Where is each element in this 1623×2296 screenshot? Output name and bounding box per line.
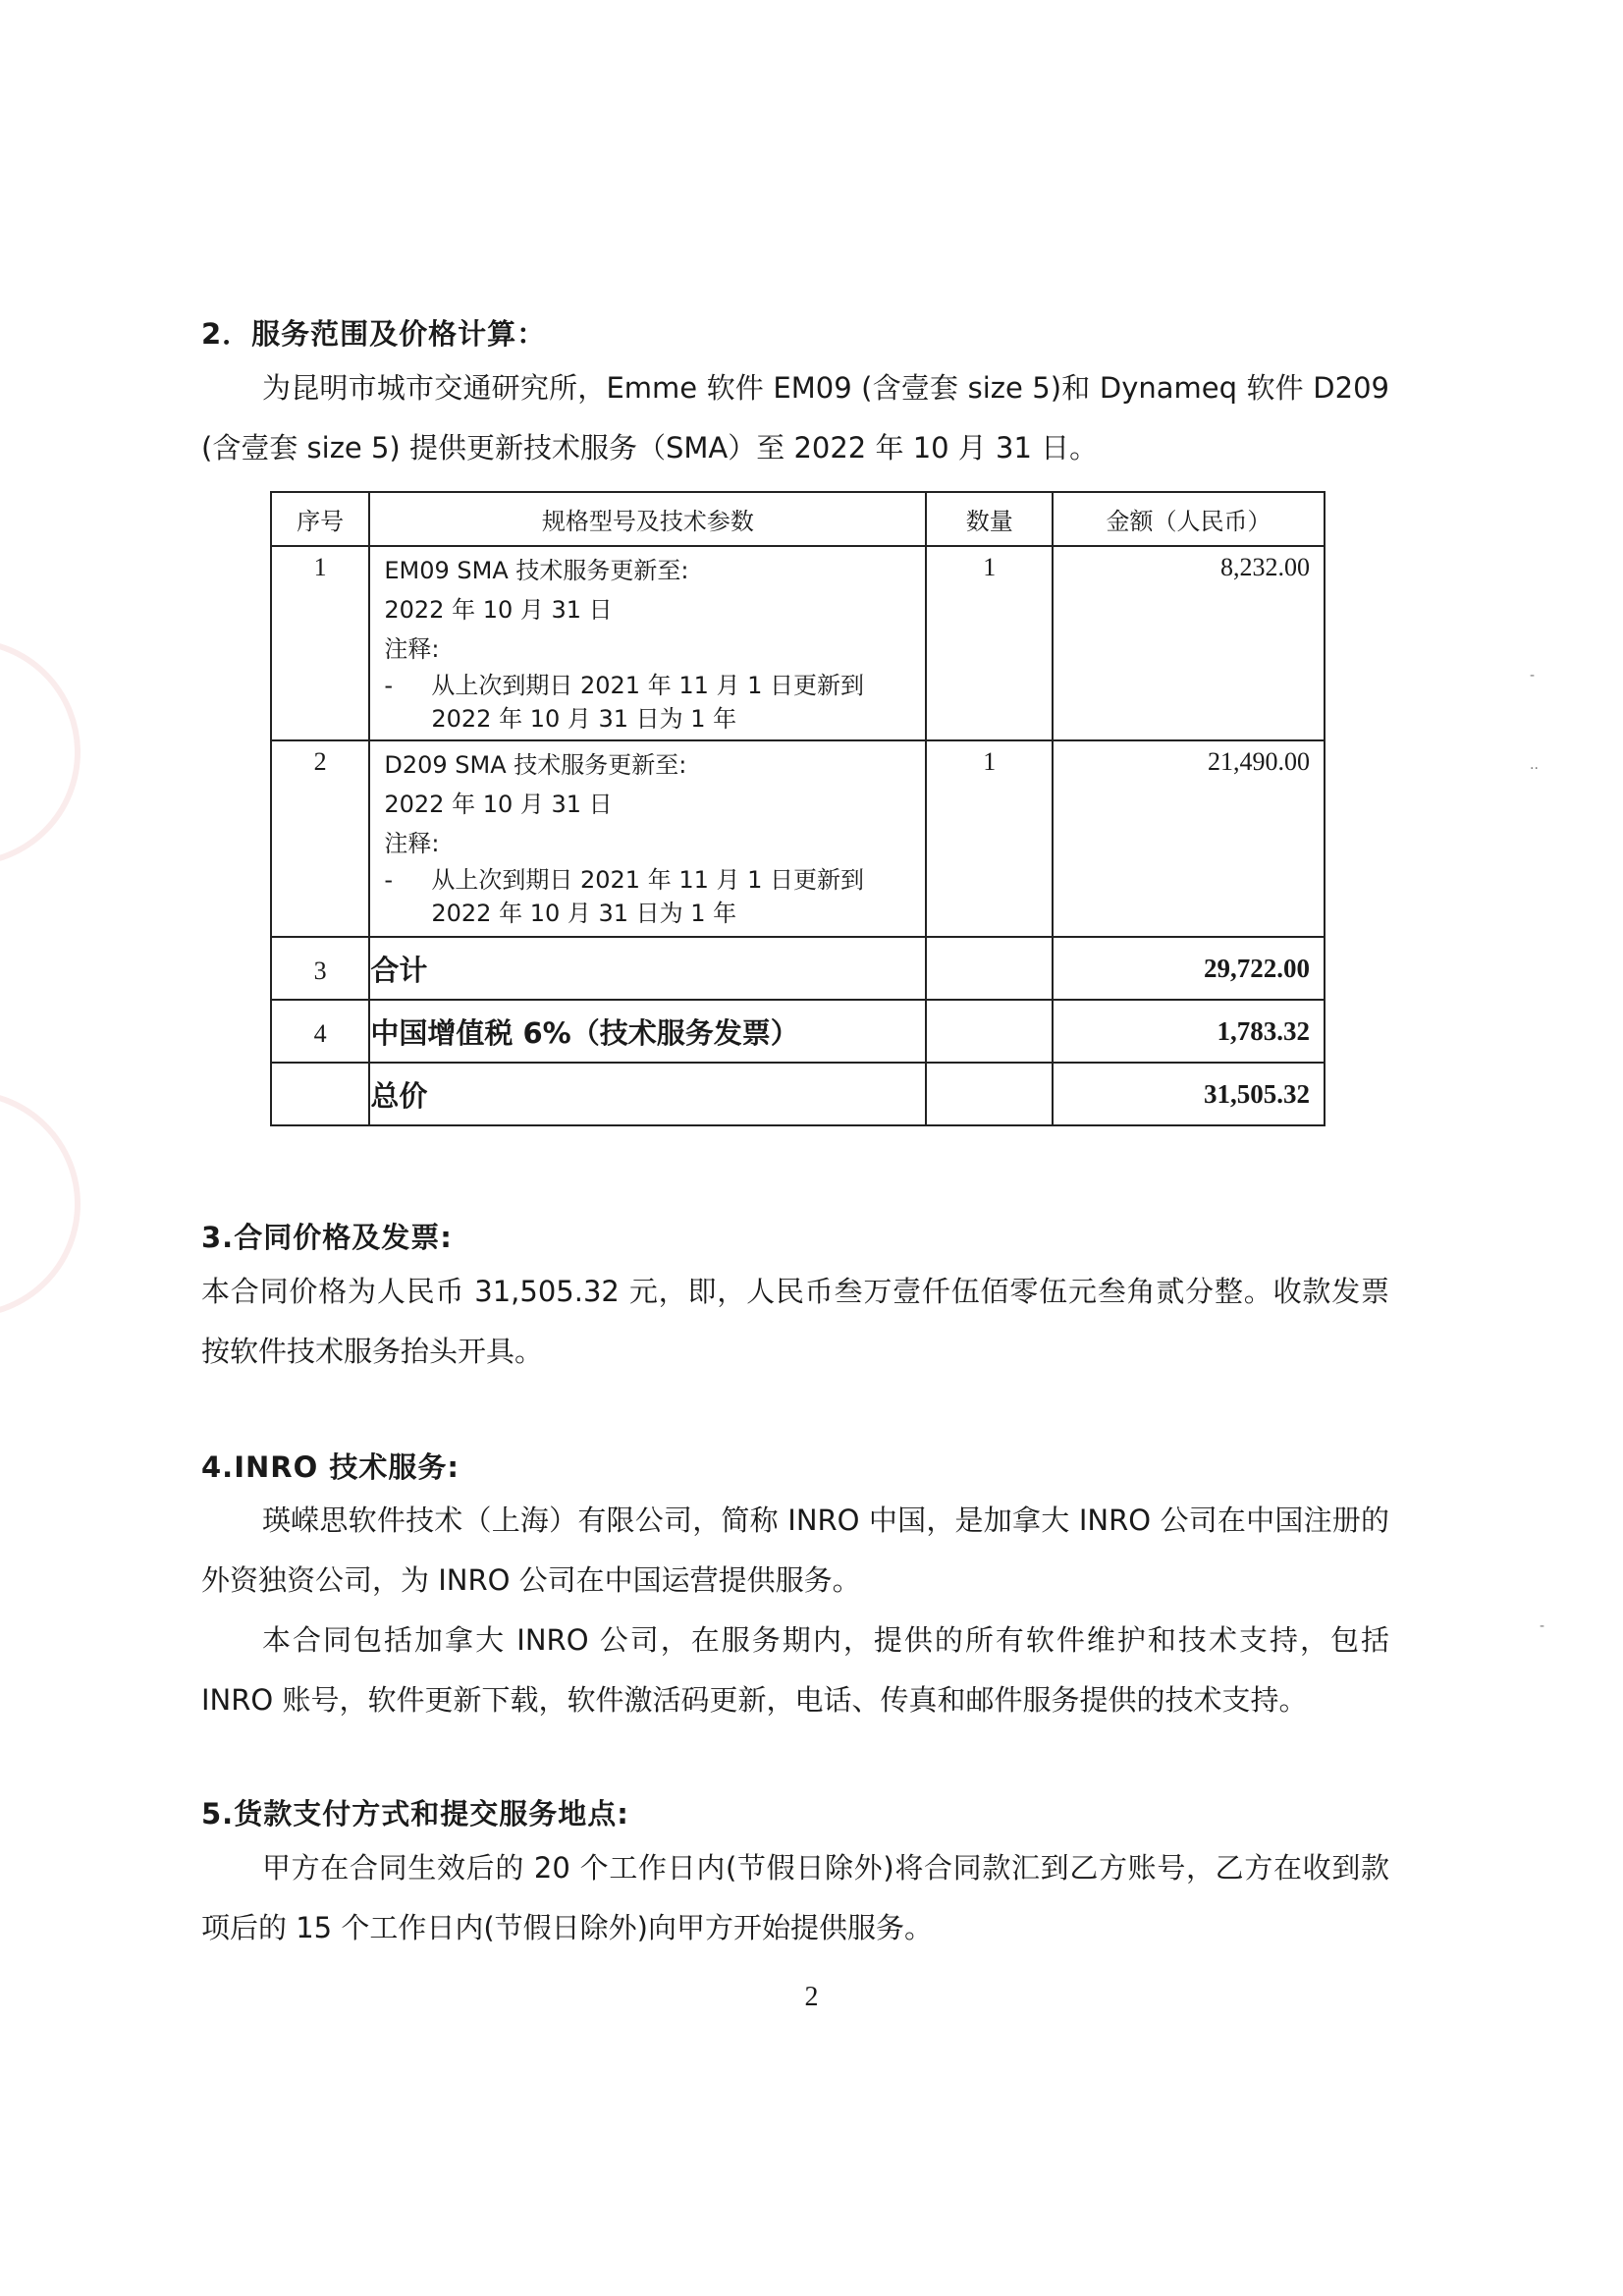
- spec-title: D209 SMA 技术服务更新至:: [384, 751, 687, 779]
- table-row: [271, 740, 1325, 937]
- note-dash: -: [384, 866, 394, 894]
- total-row: [271, 1063, 1325, 1125]
- section-2-intro: 为昆明市城市交通研究所，Emme 软件 EM09 (含壹套 size 5)和 Dynameq 软件 D209 (含壹套 size 5) 提供更新技术服务（SMA）至 2022 年 10 月 31 日。: [201, 371, 1389, 465]
- scan-speck: -: [1530, 668, 1536, 683]
- table-header-row: [271, 492, 1325, 546]
- row-qty: 1: [926, 740, 1052, 937]
- tax-label: 中国增值税 6%（技术服务发票）: [369, 1000, 926, 1063]
- subtotal-amount: 29,722.00: [1053, 937, 1325, 1000]
- header-no: 序号: [271, 492, 369, 546]
- tax-row: [271, 1000, 1325, 1063]
- section-5-text: 甲方在合同生效后的 20 个工作日内(节假日除外)将合同款汇到乙方账号，乙方在收到款项后的 15 个工作日内(节假日除外)向甲方开始提供服务。: [201, 1851, 1389, 1944]
- row-qty: 1: [926, 546, 1052, 740]
- page-number: 2: [804, 1982, 819, 2012]
- spec-date: 2022 年 10 月 31 日: [384, 596, 613, 624]
- spec-note: [384, 863, 911, 930]
- stamp-fragment: [0, 638, 81, 866]
- section-4-para-1: 瑛嵘思软件技术（上海）有限公司，简称 INRO 中国，是加拿大 INRO 公司在中国注册的外资独资公司，为 INRO 公司在中国运营提供服务。: [201, 1503, 1389, 1597]
- section-4-heading: 4.INRO 技术服务:: [201, 1450, 460, 1484]
- spec-note: [384, 669, 911, 736]
- row-no: 1: [271, 546, 369, 740]
- total-no: [271, 1063, 369, 1125]
- header-qty: 数量: [926, 492, 1052, 546]
- scan-speck: -: [1540, 1618, 1545, 1634]
- row-amount: 8,232.00: [1053, 546, 1325, 740]
- tax-qty-empty: [926, 1000, 1052, 1063]
- stamp-fragment: [0, 1090, 81, 1318]
- note-dash: -: [384, 672, 394, 699]
- subtotal-no: 3: [271, 937, 369, 1000]
- section-3-text: 本合同价格为人民币 31,505.32 元，即，人民币叁万壹仟伍佰零伍元叁角贰分整。收款发票按软件技术服务抬头开具。: [201, 1275, 1389, 1368]
- row-spec: [369, 546, 926, 740]
- section-3-heading: 3.合同价格及发票:: [201, 1221, 453, 1254]
- spec-note-label: 注释:: [384, 635, 440, 663]
- subtotal-label: 合计: [369, 937, 926, 1000]
- spec-title: EM09 SMA 技术服务更新至:: [384, 557, 689, 584]
- total-label: 总价: [369, 1063, 926, 1125]
- tax-no: 4: [271, 1000, 369, 1063]
- spec-date: 2022 年 10 月 31 日: [384, 791, 613, 818]
- subtotal-qty-empty: [926, 937, 1052, 1000]
- subtotal-row: [271, 937, 1325, 1000]
- note-text: 从上次到期日 2021 年 11 月 1 日更新到 2022 年 10 月 31 日为 1 年: [431, 866, 865, 927]
- scan-speck: ··: [1530, 761, 1539, 777]
- row-amount: 21,490.00: [1053, 740, 1325, 937]
- total-qty-empty: [926, 1063, 1052, 1125]
- tax-amount: 1,783.32: [1053, 1000, 1325, 1063]
- row-no: 2: [271, 740, 369, 937]
- table-row: [271, 546, 1325, 740]
- section-2-heading: 2．服务范围及价格计算：: [201, 317, 547, 351]
- section-4-para-2: 本合同包括加拿大 INRO 公司，在服务期内，提供的所有软件维护和技术支持，包括 INRO 账号，软件更新下载，软件激活码更新，电话、传真和邮件服务提供的技术支持。: [201, 1623, 1389, 1717]
- row-spec: [369, 740, 926, 937]
- header-amount: 金额（人民币）: [1053, 492, 1325, 546]
- note-text: 从上次到期日 2021 年 11 月 1 日更新到 2022 年 10 月 31 日为 1 年: [431, 672, 865, 733]
- section-5-heading: 5.货款支付方式和提交服务地点:: [201, 1797, 629, 1831]
- service-price-table: [270, 491, 1325, 1126]
- spec-note-label: 注释:: [384, 830, 440, 857]
- total-amount: 31,505.32: [1053, 1063, 1325, 1125]
- header-spec: 规格型号及技术参数: [369, 492, 926, 546]
